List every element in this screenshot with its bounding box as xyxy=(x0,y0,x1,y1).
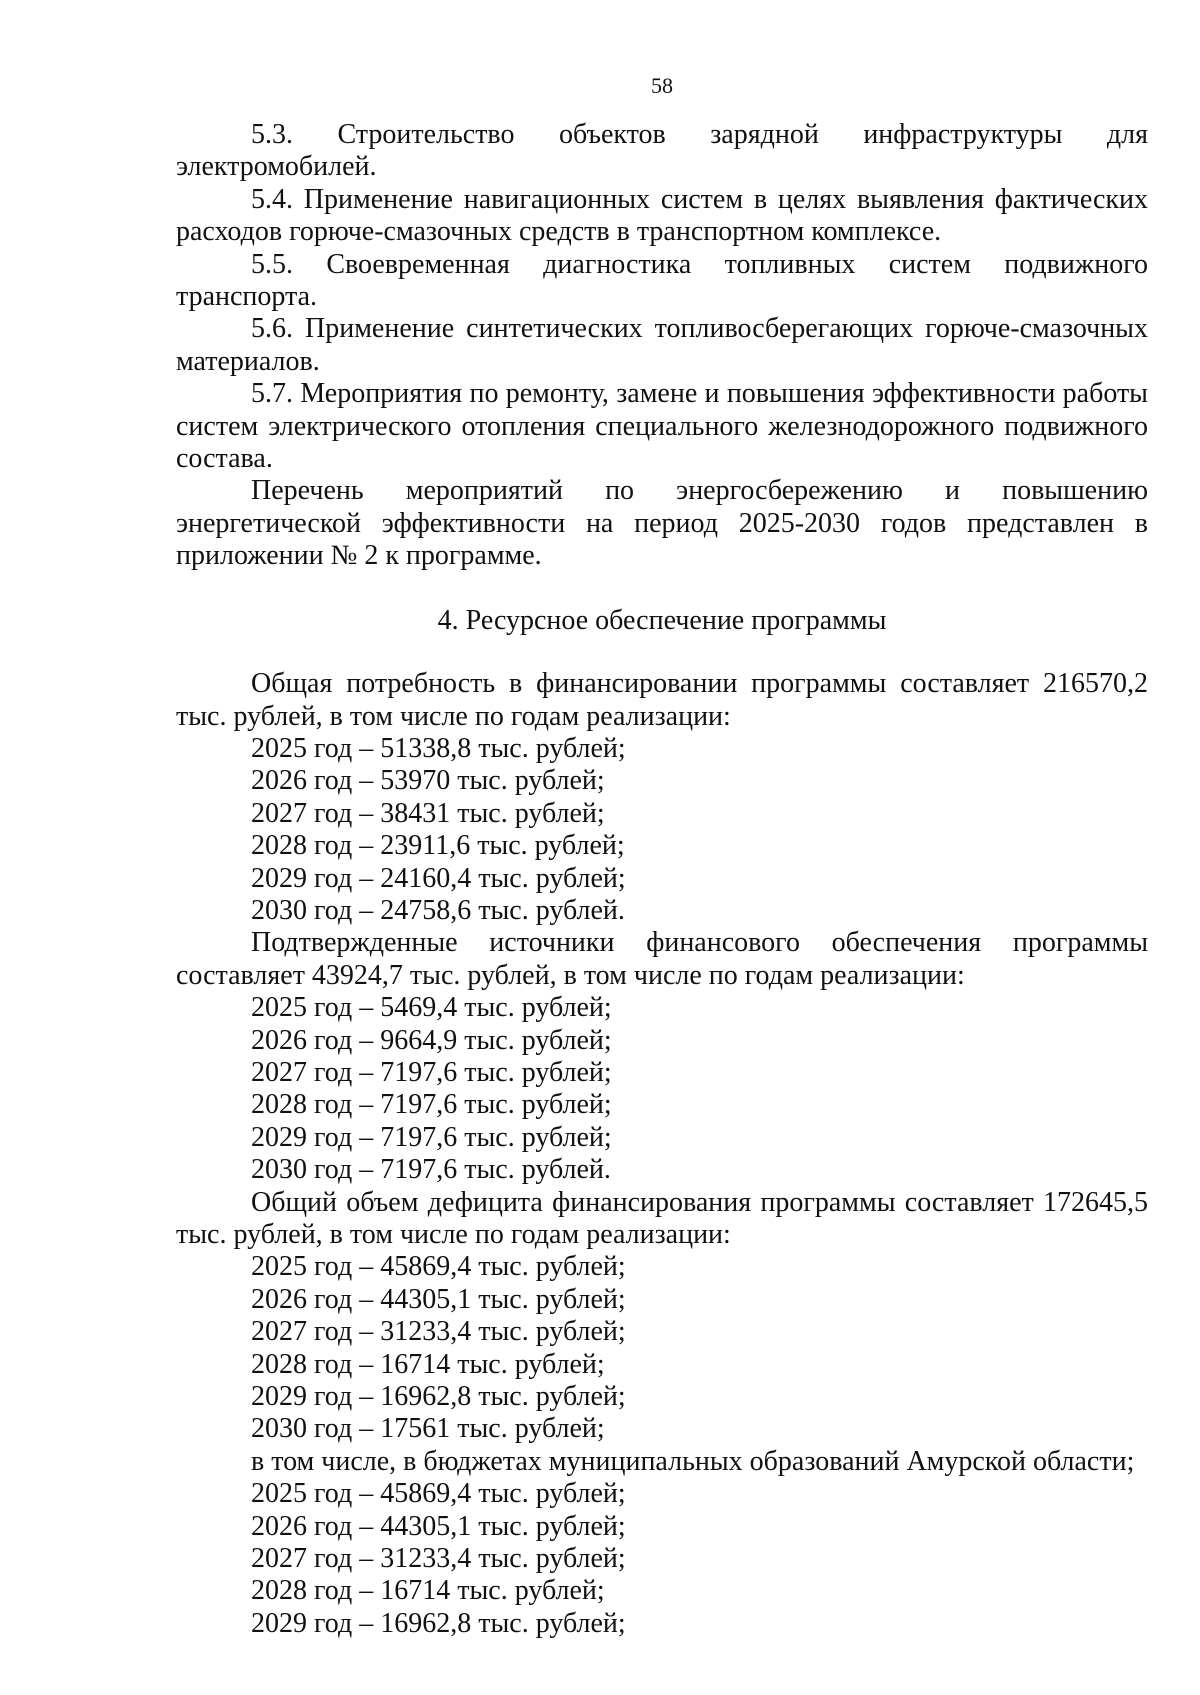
total-need-year: 2028 год – 23911,6 тыс. рублей; xyxy=(251,830,625,862)
municipal-year: 2027 год – 31233,4 тыс. рублей; xyxy=(251,1543,626,1575)
total-need-year: 2026 год – 53970 тыс. рублей; xyxy=(251,765,605,797)
deficit-year: 2026 год – 44305,1 тыс. рублей; xyxy=(251,1283,626,1315)
measure-item: 5.3. Строительство объектов зарядной инфраструктуры для электромобилей. xyxy=(176,119,1148,183)
total-need-intro: Общая потребность в финансировании программы составляет 216570,2 тыс. рублей, в том числе по годам реализации: xyxy=(176,668,1148,732)
measure-item: 5.7. Мероприятия по ремонту, замене и повышения эффективности работы систем электрического отопления специального железнодорожного подвижного состава. xyxy=(176,378,1148,475)
measure-item: 5.5. Своевременная диагностика топливных систем подвижного транспорта. xyxy=(176,248,1148,313)
municipal-year: 2026 год – 44305,1 тыс. рублей; xyxy=(251,1510,626,1542)
municipal-year: 2029 год – 16962,8 тыс. рублей; xyxy=(251,1607,626,1639)
page-number: 58 xyxy=(651,73,673,98)
total-need-year: 2030 год – 24758,6 тыс. рублей. xyxy=(251,894,625,926)
confirmed-sources-year: 2030 год – 7197,6 тыс. рублей. xyxy=(251,1154,611,1186)
deficit-year: 2030 год – 17561 тыс. рублей; xyxy=(251,1413,605,1445)
measures-summary: Перечень мероприятий по энергосбережению и повышению энергетической эффективности на период 2025-2030 годов представлен в приложении № 2 к программе. xyxy=(176,475,1148,572)
deficit-year: 2029 год – 16962,8 тыс. рублей; xyxy=(251,1381,626,1413)
confirmed-sources-year: 2027 год – 7197,6 тыс. рублей; xyxy=(251,1056,612,1088)
deficit-year: 2027 год – 31233,4 тыс. рублей; xyxy=(251,1316,626,1348)
confirmed-sources-year: 2025 год – 5469,4 тыс. рублей; xyxy=(251,992,612,1024)
confirmed-sources-year: 2029 год – 7197,6 тыс. рублей; xyxy=(251,1121,612,1153)
confirmed-sources-intro: Подтвержденные источники финансового обеспечения программы составляет 43924,7 тыс. рублей, в том числе по годам реализации: xyxy=(176,927,1148,991)
municipal-year: 2025 год – 45869,4 тыс. рублей; xyxy=(251,1478,626,1510)
municipal-year: 2028 год – 16714 тыс. рублей; xyxy=(251,1575,605,1607)
measure-item: 5.4. Применение навигационных систем в целях выявления фактических расходов горюче-смазочных средств в транспортном комплексе. xyxy=(176,183,1148,248)
total-need-year: 2025 год – 51338,8 тыс. рублей; xyxy=(251,732,626,764)
page-content xyxy=(176,119,1148,1640)
section-heading: 4. Ресурсное обеспечение программы xyxy=(437,604,887,636)
deficit-intro: Общий объем дефицита финансирования программы составляет 172645,5 тыс. рублей, в том числе по годам реализации: xyxy=(176,1186,1148,1250)
total-need-year: 2029 год – 24160,4 тыс. рублей; xyxy=(251,862,626,894)
deficit-year: 2025 год – 45869,4 тыс. рублей; xyxy=(251,1251,626,1283)
confirmed-sources-year: 2028 год – 7197,6 тыс. рублей; xyxy=(251,1089,612,1121)
municipal-intro: в том числе, в бюджетах муниципальных образований Амурской области; xyxy=(251,1445,1135,1477)
deficit-year: 2028 год – 16714 тыс. рублей; xyxy=(251,1348,605,1380)
measure-item: 5.6. Применение синтетических топливосберегающих горюче-смазочных материалов. xyxy=(176,313,1148,377)
total-need-year: 2027 год – 38431 тыс. рублей; xyxy=(251,797,605,829)
confirmed-sources-year: 2026 год – 9664,9 тыс. рублей; xyxy=(251,1024,612,1056)
